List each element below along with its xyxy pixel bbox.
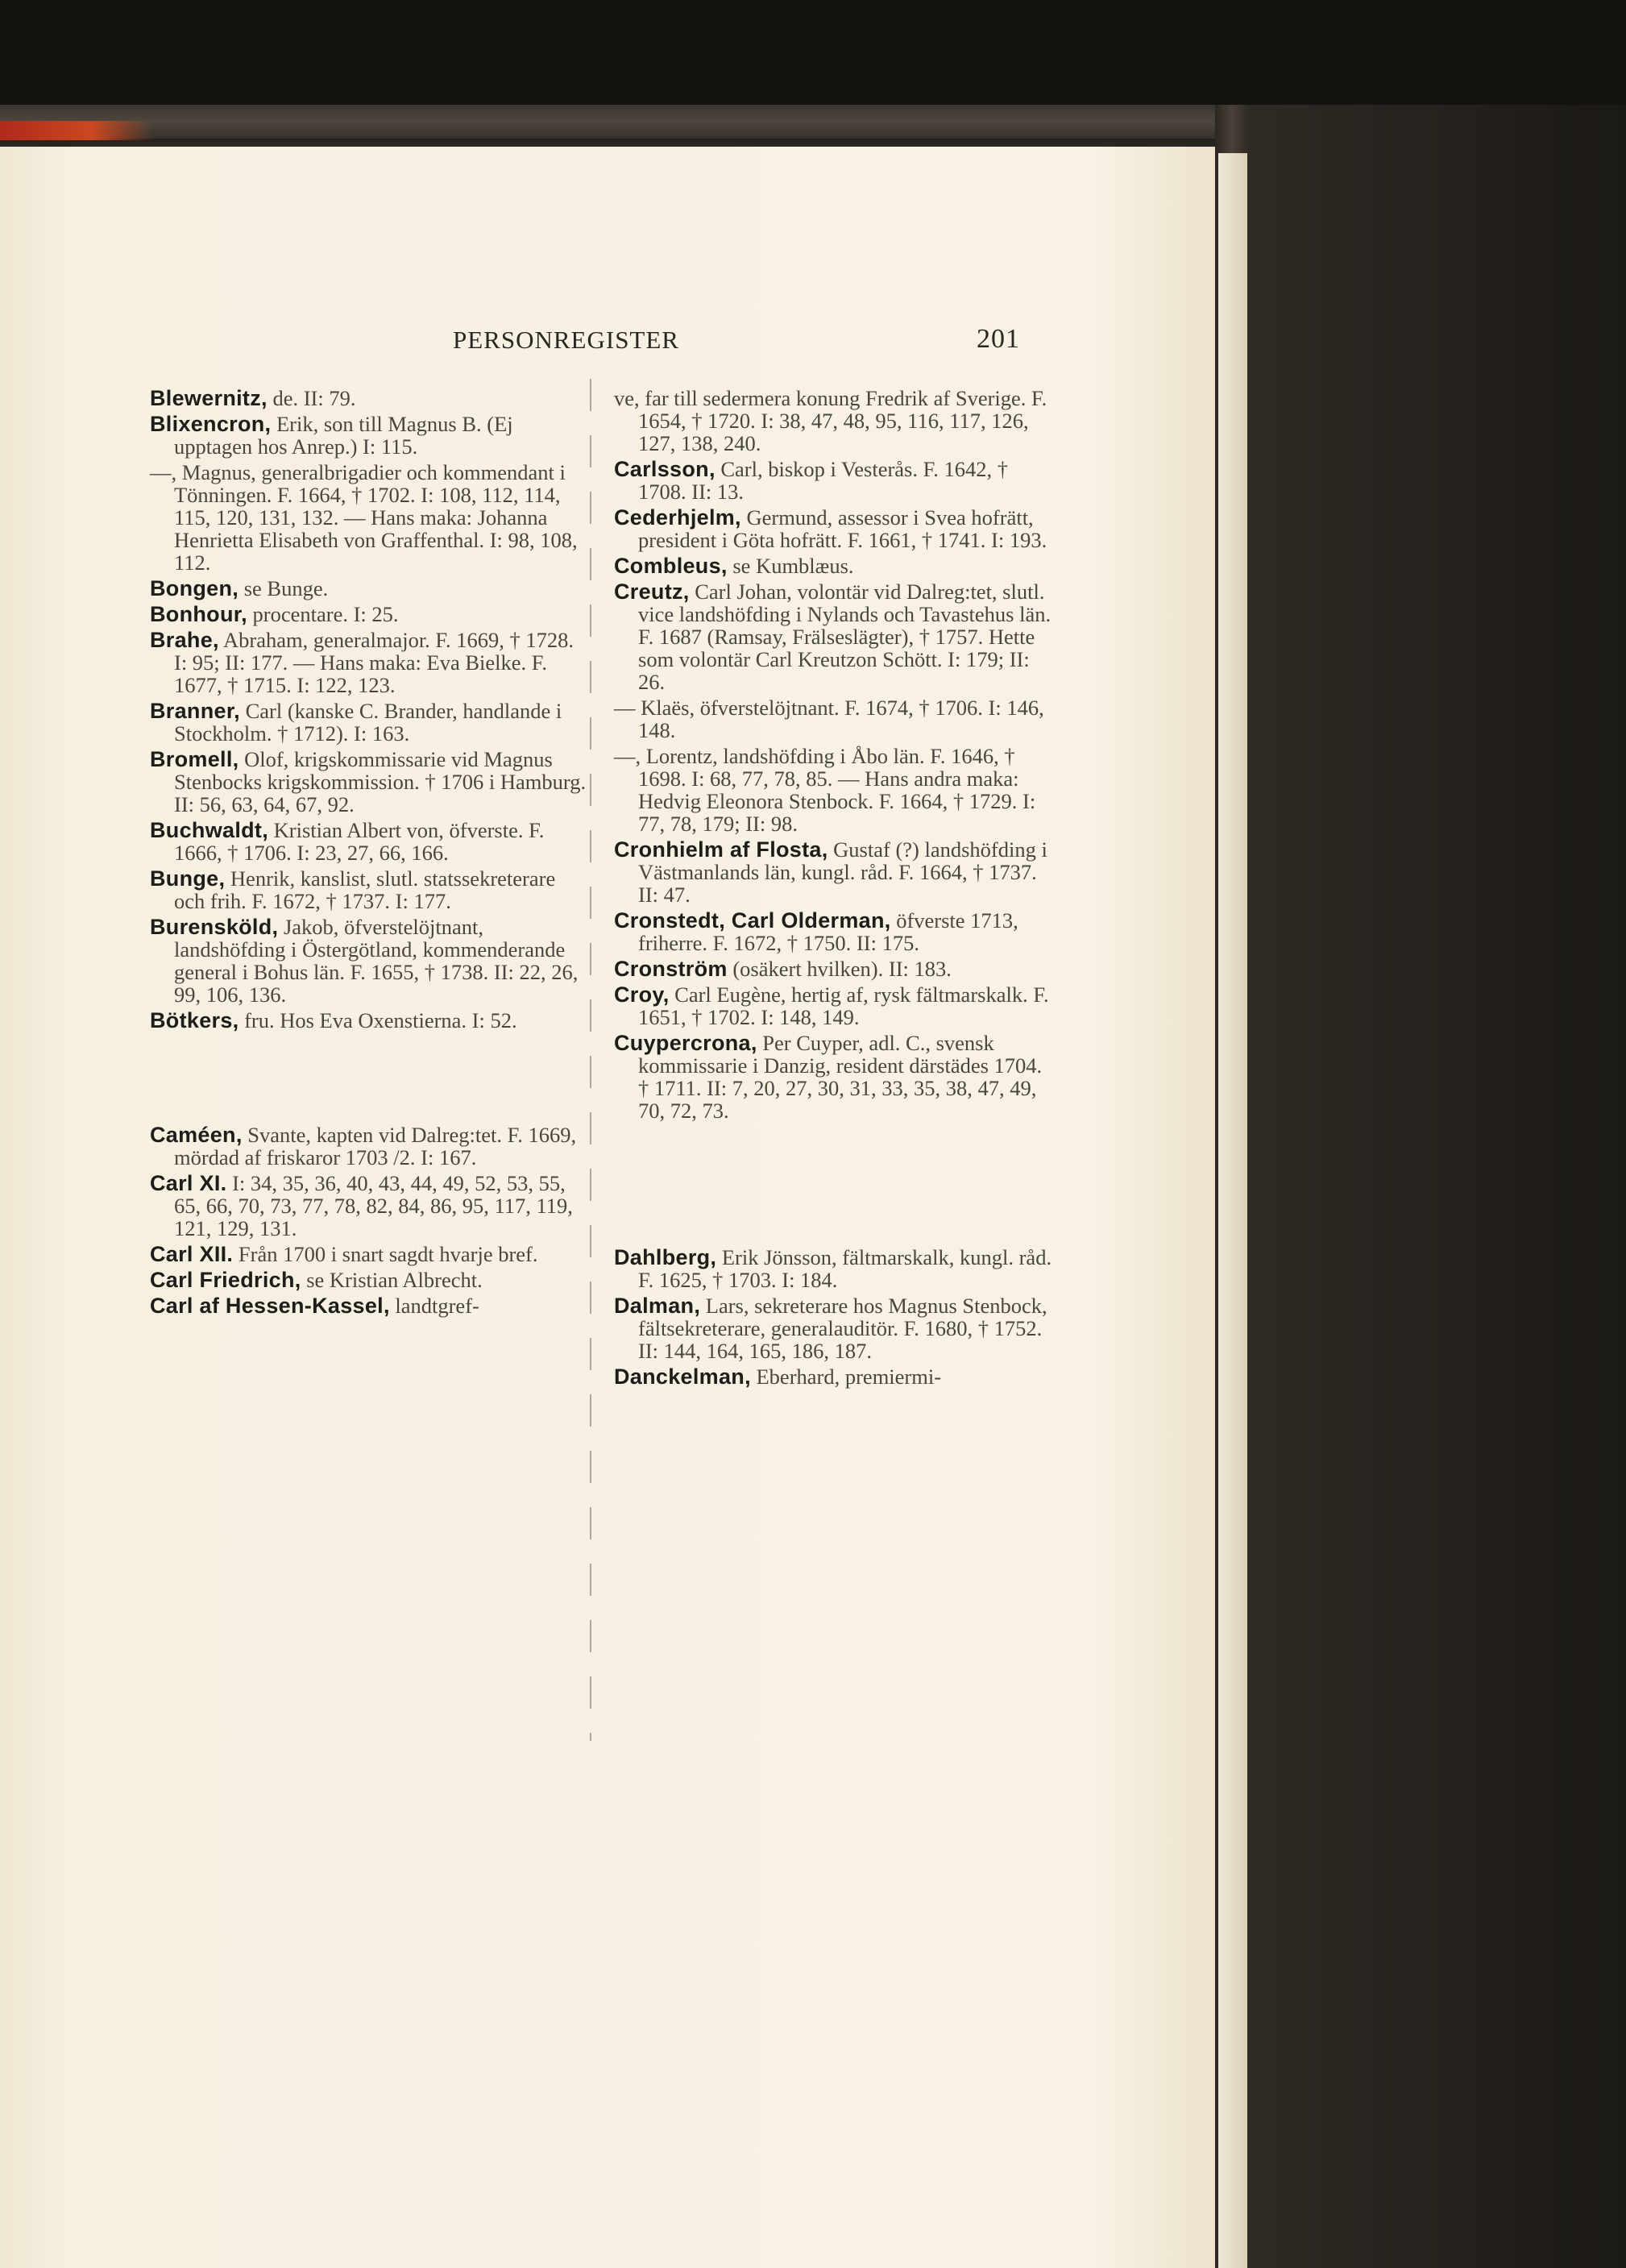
index-entry bbox=[150, 603, 587, 625]
entry-name: Carlsson, bbox=[614, 457, 716, 481]
entry-text: —, Lorentz, landshöfding i Åbo län. F. 1646, † 1698. I: 68, 77, 78, 85. — Hans andra maka: Hedvig Eleonora Stenbock. F. 1664, † 1729. I: 77, 78, 179; II: 98. bbox=[614, 744, 1036, 836]
entry-text: Carl Eugène, hertig af, rysk fältmarskalk. F. 1651, † 1702. I: 148, 149. bbox=[638, 982, 1049, 1029]
index-entry bbox=[150, 700, 587, 745]
entry-text: Erik, son till Magnus B. (Ej upptagen hos Anrep.) I: 115. bbox=[174, 412, 513, 459]
entry-text: Per Cuyper, adl. C., svensk kommissarie i Danzig, resident därstädes 1704. † 1711. II: 7, 20, 27, 30, 31, 33, 35, 38, 47, 49, 70, 72, 73. bbox=[638, 1031, 1043, 1123]
entry-text: —, Magnus, generalbrigadier och kommendant i Tönningen. F. 1664, † 1702. I: 108, 112, 114, 115, 120, 131, 132. — Hans maka: Johanna Henrietta Elisabeth von Graffenthal. I: 98, 108, 112. bbox=[150, 460, 578, 575]
entry-text: Svante, kapten vid Dalreg:tet. F. 1669, mördad af friskaror 1703 /2. I: 167. bbox=[174, 1123, 577, 1169]
entry-name: Blixencron, bbox=[150, 412, 272, 436]
entry-text: se Kristian Albrecht. bbox=[301, 1268, 483, 1292]
index-entry bbox=[150, 629, 587, 696]
entry-name: Cuypercrona, bbox=[614, 1031, 757, 1055]
letter-section-gap bbox=[150, 1035, 587, 1124]
entry-name: Bromell, bbox=[150, 747, 239, 771]
index-entry bbox=[614, 1032, 1056, 1122]
entry-text: öfverste 1713, friherre. F. 1672, † 1750. II: 175. bbox=[638, 908, 1018, 955]
entry-text: se Kumblæus. bbox=[727, 554, 854, 578]
index-entry bbox=[150, 413, 587, 458]
index-entry bbox=[614, 1365, 1056, 1388]
entry-text: Från 1700 i snart sagdt hvarje bref. bbox=[233, 1242, 538, 1266]
entry-name: Croy, bbox=[614, 982, 670, 1007]
entry-name: Caméen, bbox=[150, 1123, 243, 1147]
entry-name: Cronström bbox=[614, 957, 728, 981]
index-entry bbox=[614, 909, 1056, 954]
right-column bbox=[614, 387, 1056, 1391]
entry-text: Gustaf (?) landshöfding i Västmanlands län, kungl. råd. F. 1664, † 1737. II: 47. bbox=[638, 837, 1047, 907]
index-entry bbox=[150, 1294, 587, 1317]
entry-text: Erik Jönsson, fältmarskalk, kungl. råd. F. 1625, † 1703. I: 184. bbox=[638, 1245, 1052, 1292]
entry-name: Combleus, bbox=[614, 554, 728, 578]
entry-text: Kristian Albert von, öfverste. F. 1666, † 1706. I: 23, 27, 66, 166. bbox=[174, 818, 545, 865]
index-entry bbox=[614, 696, 1056, 741]
entry-text: se Bunge. bbox=[239, 576, 329, 600]
page-top-shadow bbox=[0, 105, 1215, 147]
entry-name: Danckelman, bbox=[614, 1365, 751, 1389]
index-entry bbox=[614, 387, 1056, 455]
index-entry bbox=[614, 458, 1056, 503]
entry-text: procentare. I: 25. bbox=[247, 602, 399, 626]
index-entry bbox=[614, 506, 1056, 551]
entry-text: Carl (kanske C. Brander, handlande i Stockholm. † 1712). I: 163. bbox=[174, 699, 562, 746]
entry-name: Dalman, bbox=[614, 1294, 701, 1318]
index-entry bbox=[150, 461, 587, 574]
entry-name: Bunge, bbox=[150, 866, 226, 891]
entry-name: Carl af Hessen-Kassel, bbox=[150, 1294, 390, 1318]
entry-text: Germund, assessor i Svea hofrätt, president i Göta hofrätt. F. 1661, † 1741. I: 193. bbox=[638, 505, 1047, 552]
entry-text: Abraham, generalmajor. F. 1669, † 1728. I: 95; II: 177. — Hans maka: Eva Bielke. F. 1677, † 1715. I: 122, 123. bbox=[174, 628, 574, 697]
endpaper-edge bbox=[1218, 153, 1247, 2268]
index-entry bbox=[150, 1172, 587, 1240]
index-entry bbox=[150, 916, 587, 1006]
red-page-edge bbox=[0, 121, 153, 140]
entry-name: Dahlberg, bbox=[614, 1245, 717, 1269]
entry-text: Jakob, öfverstelöjtnant, landshöfding i Östergötland, kommenderande general i Bohus län. F. 1655, † 1738. II: 22, 26, 99, 106, 136. bbox=[174, 915, 579, 1007]
page-number: 201 bbox=[977, 324, 1020, 354]
entry-name: Branner, bbox=[150, 699, 240, 723]
header-title: PERSONREGISTER bbox=[453, 326, 679, 354]
index-entry bbox=[150, 1124, 587, 1169]
index-entry bbox=[150, 577, 587, 600]
index-entry bbox=[614, 838, 1056, 906]
index-entry bbox=[614, 745, 1056, 835]
entry-text: I: 34, 35, 36, 40, 43, 44, 49, 52, 53, 55, 65, 66, 70, 73, 77, 78, 82, 84, 86, 95, 117, 119, 121, 129, 131. bbox=[174, 1171, 573, 1240]
entry-name: Buchwaldt, bbox=[150, 818, 269, 842]
entry-text: de. II: 79. bbox=[267, 386, 356, 410]
entry-name: Carl Friedrich, bbox=[150, 1268, 301, 1292]
index-entry bbox=[614, 1294, 1056, 1362]
book-cover-board bbox=[1215, 105, 1626, 2268]
entry-name: Bongen, bbox=[150, 576, 239, 600]
index-entry bbox=[150, 1269, 587, 1291]
entry-name: Cronhielm af Flosta, bbox=[614, 837, 828, 862]
entry-text: Olof, krigskommissarie vid Magnus Stenbocks krigskommission. † 1706 i Hamburg. II: 56, 63, 64, 67, 92. bbox=[174, 747, 587, 816]
entry-text: (osäkert hvilken). II: 183. bbox=[727, 957, 952, 981]
index-entry bbox=[150, 748, 587, 816]
entry-text: landtgref- bbox=[389, 1294, 479, 1318]
entry-text: Lars, sekreterare hos Magnus Stenbock, fältsekreterare, generalauditör. F. 1680, † 1752. II: 144, 164, 165, 186, 187. bbox=[638, 1294, 1047, 1363]
index-entry bbox=[614, 555, 1056, 577]
index-entry bbox=[614, 1246, 1056, 1291]
index-entry bbox=[614, 580, 1056, 693]
entry-name: Carl XII. bbox=[150, 1242, 234, 1266]
entry-text: — Klaës, öfverstelöjtnant. F. 1674, † 1706. I: 146, 148. bbox=[614, 696, 1044, 742]
entry-text: Henrik, kanslist, slutl. statssekreterare och frih. F. 1672, † 1737. I: 177. bbox=[174, 866, 556, 913]
entry-name: Cederhjelm, bbox=[614, 505, 741, 530]
index-entry bbox=[150, 867, 587, 912]
entry-name: Brahe, bbox=[150, 628, 219, 652]
letter-section-gap bbox=[614, 1125, 1056, 1246]
entry-text: ve, far till sedermera konung Fredrik af Sverige. F. 1654, † 1720. I: 38, 47, 48, 95, 116, 117, 126, 127, 138, 240. bbox=[614, 386, 1047, 455]
entry-text: Carl Johan, volontär vid Dalreg:tet, slutl. vice landshöfding i Nylands och Tavastehus län. F. 1687 (Ramsay, Frälseslägter), † 1757. Hette som volontär Carl Kreutzon Schött. I: 179; II: 26. bbox=[638, 579, 1052, 694]
entry-name: Burensköld, bbox=[150, 915, 279, 939]
column-divider bbox=[590, 379, 591, 1741]
index-entry bbox=[150, 819, 587, 864]
index-entry bbox=[150, 1009, 587, 1032]
entry-name: Creutz, bbox=[614, 579, 690, 604]
index-entry bbox=[150, 387, 587, 409]
entry-text: Eberhard, premiermi- bbox=[750, 1365, 942, 1389]
entry-name: Blewernitz, bbox=[150, 386, 268, 410]
index-entry bbox=[614, 957, 1056, 980]
entry-name: Cronstedt, Carl Olderman, bbox=[614, 908, 891, 933]
entry-name: Carl XI. bbox=[150, 1171, 227, 1195]
entry-text: fru. Hos Eva Oxenstierna. I: 52. bbox=[239, 1008, 517, 1032]
entry-text: Carl, biskop i Vesterås. F. 1642, † 1708. II: 13. bbox=[638, 457, 1008, 504]
left-column bbox=[150, 387, 587, 1320]
entry-name: Bötkers, bbox=[150, 1008, 239, 1032]
entry-name: Bonhour, bbox=[150, 602, 247, 626]
index-entry bbox=[150, 1243, 587, 1265]
running-header bbox=[0, 326, 1215, 358]
index-entry bbox=[614, 983, 1056, 1028]
